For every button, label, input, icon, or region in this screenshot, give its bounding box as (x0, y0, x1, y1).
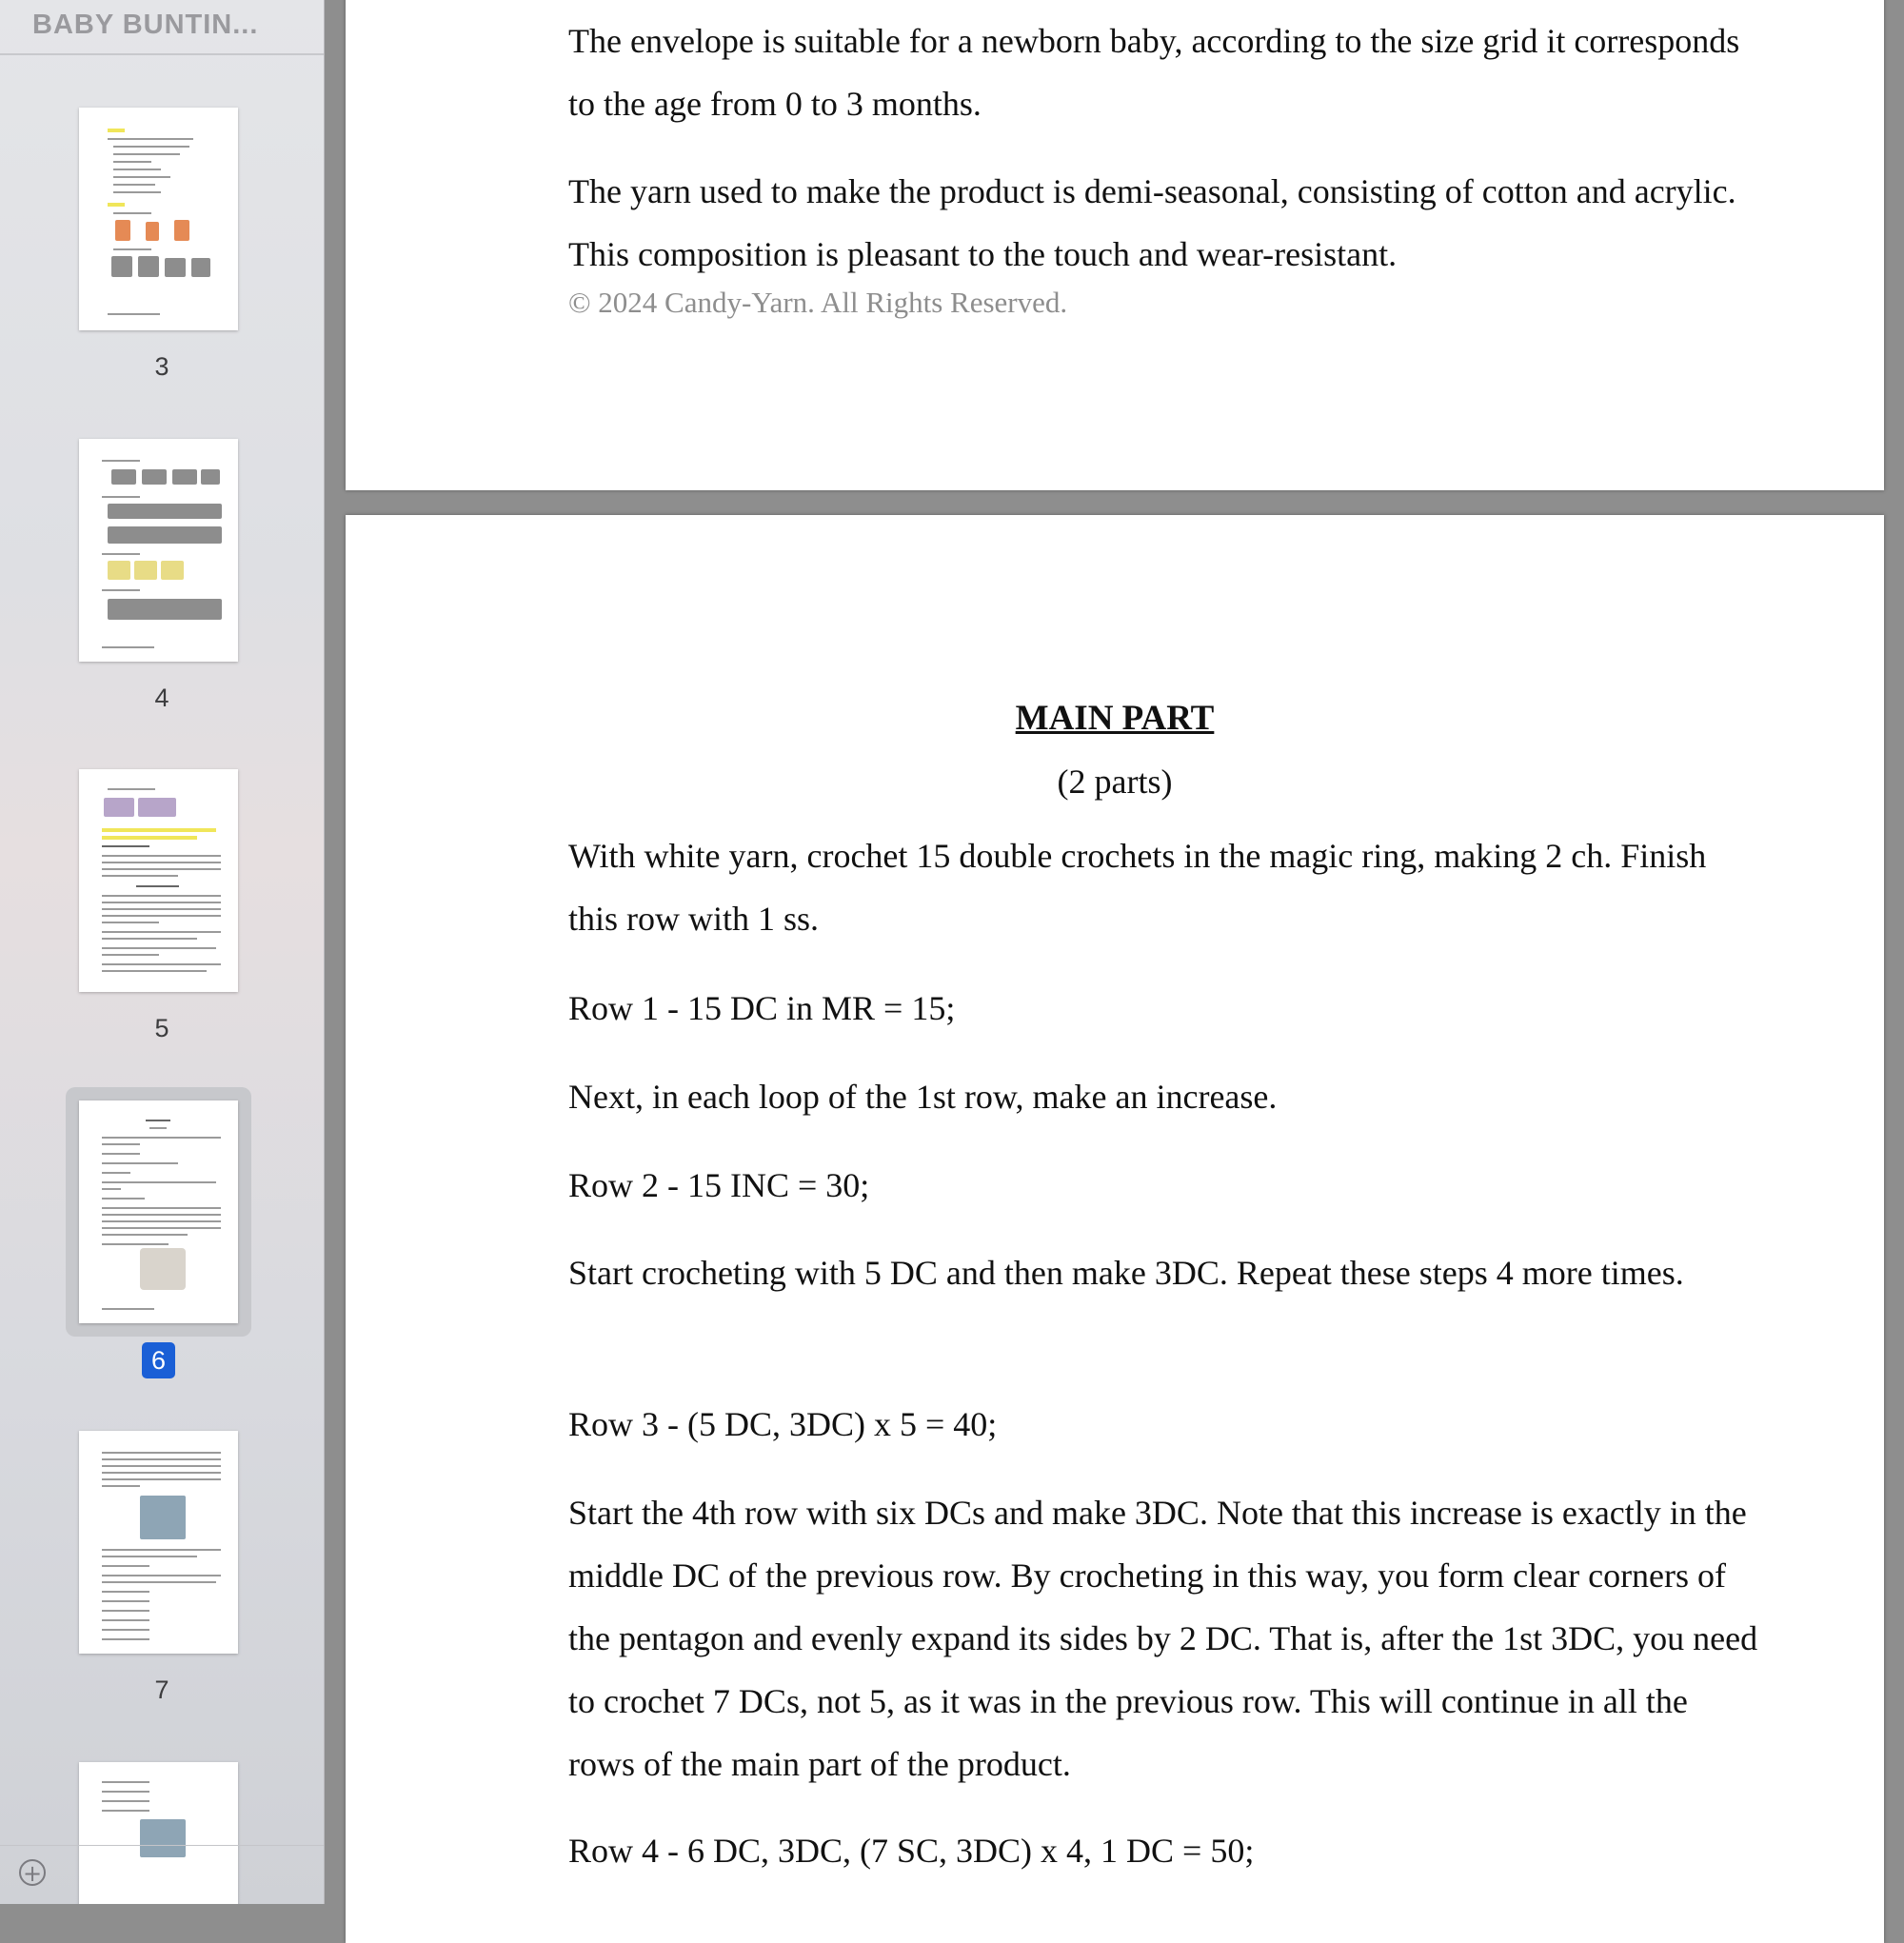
paragraph: Row 1 - 15 DC in MR = 15; (568, 989, 956, 1027)
thumbnail-page-number-selected: 6 (142, 1342, 175, 1378)
thumbnail-image[interactable] (79, 1431, 238, 1654)
paragraph: The yarn used to make the product is demi-seasonal, consisting of cotton and acrylic. This composition is pleasant to the touch and wear-resistant. (568, 172, 1736, 273)
thumbnail-page-number: 3 (154, 352, 169, 381)
paragraph: Row 3 - (5 DC, 3DC) x 5 = 40; (568, 1405, 998, 1443)
sidebar-divider (0, 53, 324, 55)
thumbnail-image[interactable] (79, 1100, 238, 1323)
copyright-footer: © 2024 Candy-Yarn. All Rights Reserved. (568, 286, 1068, 319)
thumbnail-page-number: 7 (154, 1675, 169, 1704)
thumbnail-image[interactable] (79, 439, 238, 662)
document-title: BABY BUNTIN... (32, 10, 259, 40)
thumbnail-page-number: 5 (154, 1014, 169, 1042)
document-page-6 (346, 515, 1884, 1943)
section-heading: MAIN PART (1015, 699, 1215, 738)
paragraph: Row 2 - 15 INC = 30; (568, 1166, 870, 1204)
paragraph: Start crocheting with 5 DC and then make 3DC. Repeat these steps 4 more times. (568, 1254, 1684, 1292)
paragraph: Start the 4th row with six DCs and make 3DC. Note that this increase is exactly in the middle DC of the previous row. By crocheting in this way, you form clear corners of the pentagon and evenly expand its sides by 2 DC. That is, after the 1st 3DC, you need to crochet 7 DCs, not 5, as it was in the previous row. This will continue in all the rows of the main part of the product. (568, 1494, 1758, 1783)
plus-circle-icon[interactable]: + (19, 1859, 46, 1886)
thumbnail-image[interactable] (79, 769, 238, 992)
sidebar-footer (0, 1845, 324, 1904)
thumbnail-page-number: 4 (154, 684, 169, 712)
paragraph: With white yarn, crochet 15 double crochets in the magic ring, making 2 ch. Finish this row with 1 ss. (568, 837, 1707, 938)
thumbnail-image[interactable] (79, 108, 238, 330)
paragraph: Row 4 - 6 DC, 3DC, (7 SC, 3DC) x 4, 1 DC = 50; (568, 1832, 1255, 1870)
section-subheading: (2 parts) (1057, 763, 1173, 801)
thumbnail-sidebar (0, 0, 325, 1904)
document-page-5 (346, 0, 1884, 490)
paragraph: The envelope is suitable for a newborn baby, according to the size grid it corresponds to the age from 0 to 3 months. (568, 22, 1740, 123)
paragraph: Next, in each loop of the 1st row, make an increase. (568, 1078, 1278, 1116)
